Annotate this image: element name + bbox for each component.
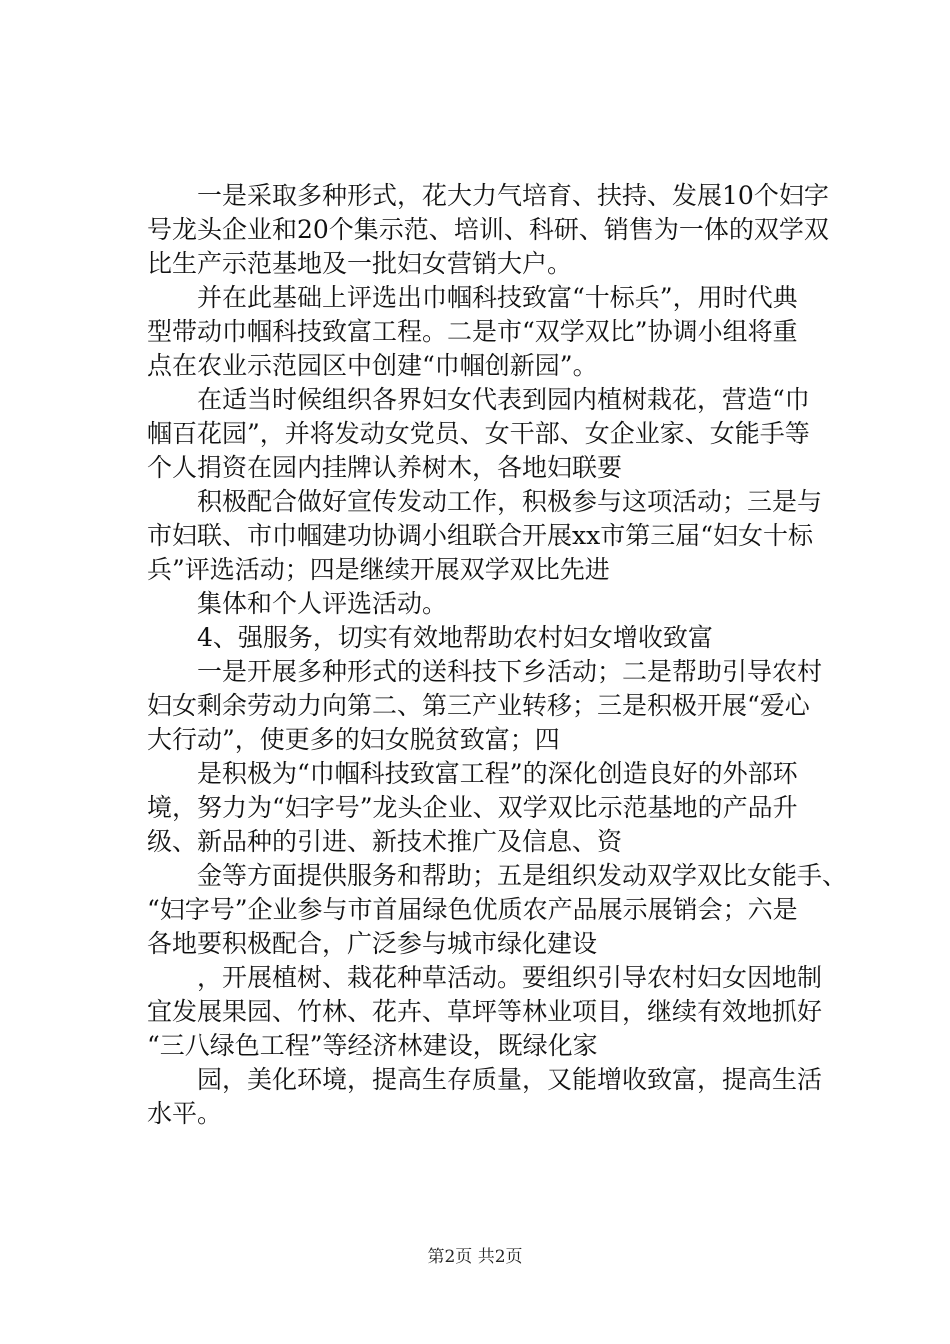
text-line: 个人捐资在园内挂牌认养树木，各地妇联要 <box>147 453 623 482</box>
text-line: “三八绿色工程”等经济林建设，既绿化家 <box>147 1031 598 1060</box>
text-line: 水平。 <box>147 1099 223 1128</box>
text-line: 是积极为“巾帼科技致富工程”的深化创造良好的外部环 <box>147 759 798 788</box>
document-body <box>147 179 848 1131</box>
text-line: ，开展植树、栽花种草活动。要组织引导农村妇女因地制 <box>147 963 823 992</box>
text-line: 大行动”，使更多的妇女脱贫致富；四 <box>147 725 560 754</box>
section-heading: 4、强服务，切实有效地帮助农村妇女增收致富 <box>147 623 713 652</box>
text-line: 金等方面提供服务和帮助；五是组织发动双学双比女能手、 <box>147 861 848 890</box>
text-line: 型带动巾帼科技致富工程。二是市“双学双比”协调小组将重 <box>147 317 798 346</box>
text-line: 比生产示范基地及一批妇女营销大户。 <box>147 249 573 278</box>
text-line: 境，努力为“妇字号”龙头企业、双学双比示范基地的产品升 <box>147 793 798 822</box>
text-line: 级、新品种的引进、新技术推广及信息、资 <box>147 827 623 856</box>
text-line: “妇字号”企业参与市首届绿色优质农产品展示展销会；六是 <box>147 895 798 924</box>
text-line: 各地要积极配合，广泛参与城市绿化建设 <box>147 929 598 958</box>
text-line: 积极配合做好宣传发动工作，积极参与这项活动；三是与 <box>147 487 823 516</box>
text-line: 市妇联、市巾帼建功协调小组联合开展xx市第三届“妇女十标 <box>147 521 813 550</box>
text-line: 号龙头企业和20个集示范、培训、科研、销售为一体的双学双 <box>147 215 829 244</box>
text-line: 并在此基础上评选出巾帼科技致富“十标兵”，用时代典 <box>147 283 798 312</box>
text-line: 园，美化环境，提高生存质量，又能增收致富，提高生活 <box>147 1065 823 1094</box>
text-line: 在适当时候组织各界妇女代表到园内植树栽花，营造“巾 <box>147 385 810 414</box>
text-line: 一是采取多种形式，花大力气培育、扶持、发展10个妇字 <box>147 181 829 210</box>
page-number-footer: 第2页 共2页 <box>427 1247 523 1267</box>
text-line: 集体和个人评选活动。 <box>147 589 448 618</box>
text-line: 点在农业示范园区中创建“巾帼创新园”。 <box>147 351 598 380</box>
text-line: 一是开展多种形式的送科技下乡活动；二是帮助引导农村 <box>147 657 823 686</box>
text-line: 兵”评选活动；四是继续开展双学双比先进 <box>147 555 610 584</box>
text-line: 宜发展果园、竹林、花卉、草坪等林业项目，继续有效地抓好 <box>147 997 823 1026</box>
text-line: 妇女剩余劳动力向第二、第三产业转移；三是积极开展“爱心 <box>147 691 810 720</box>
text-line: 帼百花园”，并将发动女党员、女干部、女企业家、女能手等 <box>147 419 810 448</box>
